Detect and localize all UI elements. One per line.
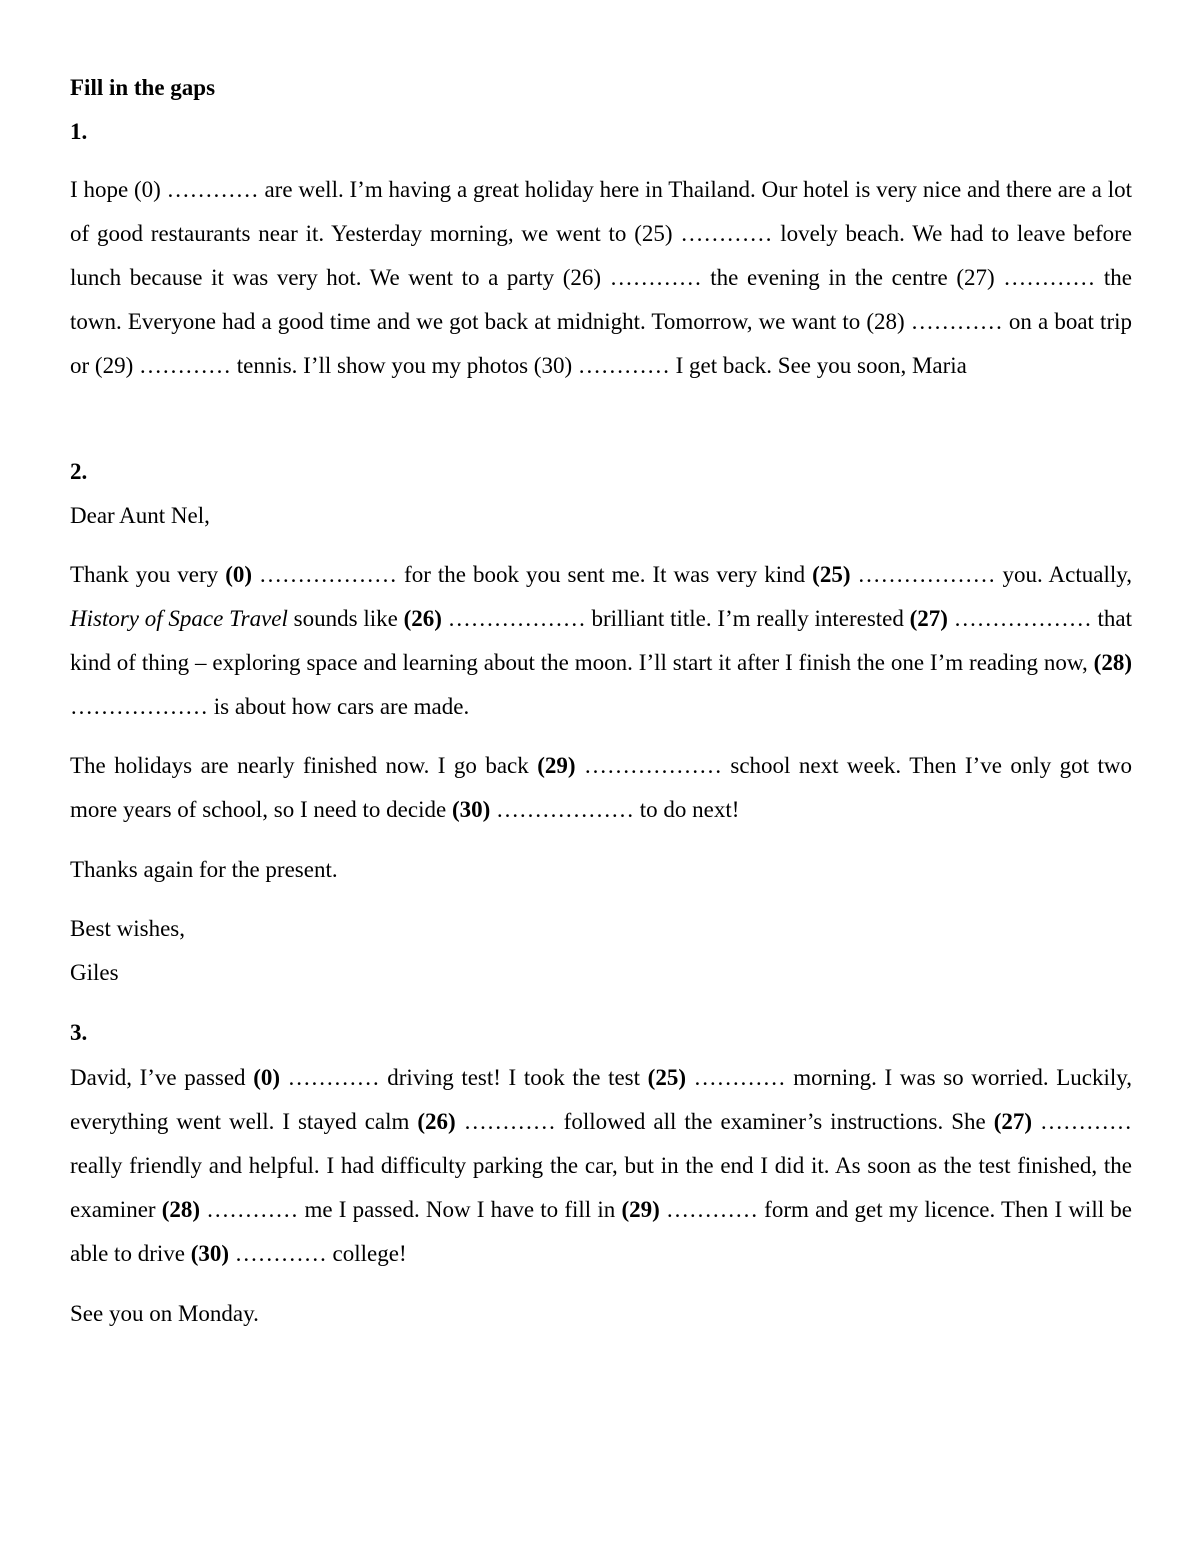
section-3-paragraph-2: See you on Monday.	[70, 1301, 259, 1326]
gap-label-28: (28)	[161, 1197, 201, 1222]
section-1-paragraph	[70, 168, 1132, 388]
section-3-number: 3.	[70, 1020, 88, 1045]
s2p1-text-a: Thank you very	[70, 562, 226, 587]
gap-label-30: (30)	[451, 797, 491, 822]
gap-label-0: (0)	[225, 562, 253, 587]
section-2-signature: Giles	[70, 960, 119, 985]
gap-label-28: (28)	[1093, 650, 1132, 675]
gap-label-27: (27)	[909, 606, 948, 631]
gap-label-30: (30)	[190, 1241, 230, 1266]
s2p1-text-c: ……………… you. Actually,	[850, 562, 1132, 587]
s3p1-text-a: David, I’ve passed	[70, 1065, 254, 1090]
s2p1-text-e: ……………… brilliant title. I’m really interested	[441, 606, 910, 631]
section-2-number: 2.	[70, 459, 88, 484]
section-2-paragraph-2	[70, 744, 1132, 832]
gap-label-26: (26)	[403, 606, 442, 631]
s2p2-text-b: ……………… school next week. Then I’ve only got two more years of school, so I need to decide	[70, 753, 1132, 822]
gap-label-29: (29)	[621, 1197, 660, 1222]
gap-label-25: (25)	[812, 562, 851, 587]
gap-label-27: (27)	[993, 1109, 1033, 1134]
s2p1-text-b: ……………… for the book you sent me. It was very kind	[252, 562, 813, 587]
s2p1-text-d: sounds like	[287, 606, 404, 631]
book-title: History of Space Travel	[70, 606, 288, 631]
section-1-text: I hope (0) ………… are well. I’m having a great holiday here in Thailand. Our hotel is very nice and there are a lot of good restaurants near it. Yesterday morning, we went to (25) ………… lovely beach. We had to leave before lunch because it was very hot. We went to a party (26) ………… the evening in the centre (27) ………… the town. Everyone had a good time and we got back at midnight. Tomorrow, we want to (28) ………… on a boat trip or (29) ………… tennis. I’ll show you my photos (30) ………… I get back. See you soon, Maria	[70, 177, 1132, 378]
s3p1-text-d: ………… followed all the examiner’s instructions. She	[455, 1109, 994, 1134]
section-2-closing: Best wishes,	[70, 916, 185, 941]
section-2-paragraph-1	[70, 553, 1132, 729]
gap-label-29: (29)	[537, 753, 576, 778]
section-3-paragraph-1	[70, 1056, 1132, 1276]
gap-label-25: (25)	[647, 1065, 686, 1090]
section-1-number: 1.	[70, 119, 88, 144]
s2p2-text-c: ……………… to do next!	[490, 797, 740, 822]
gap-label-26: (26)	[417, 1109, 456, 1134]
s3p1-text-g: ………… form and get my licence. Then I will be able to drive	[70, 1197, 1132, 1266]
s3p1-text-e: ………… really friendly and helpful. I had difficulty parking the car, but in the end I did it. As soon as the test finished, the examiner	[70, 1109, 1133, 1222]
s3p1-text-h: ………… college!	[229, 1241, 407, 1266]
s3p1-text-f: ………… me I passed. Now I have to fill in	[200, 1197, 622, 1222]
page-title: Fill in the gaps	[70, 75, 216, 100]
s2p1-text-f: ……………… that kind of thing – exploring space and learning about the moon. I’ll start it after I finish the one I’m reading now,	[70, 606, 1132, 675]
section-2-greeting: Dear Aunt Nel,	[70, 503, 210, 528]
section-2-paragraph-3: Thanks again for the present.	[70, 857, 338, 882]
gap-label-0: (0)	[253, 1065, 281, 1090]
s2p1-text-g: ……………… is about how cars are made.	[70, 694, 470, 719]
s2p2-text-a: The holidays are nearly finished now. I go back	[70, 753, 538, 778]
s3p1-text-c: ………… morning. I was so worried. Luckily, everything went well. I stayed calm	[70, 1065, 1132, 1134]
s3p1-text-b: ………… driving test! I took the test	[280, 1065, 648, 1090]
